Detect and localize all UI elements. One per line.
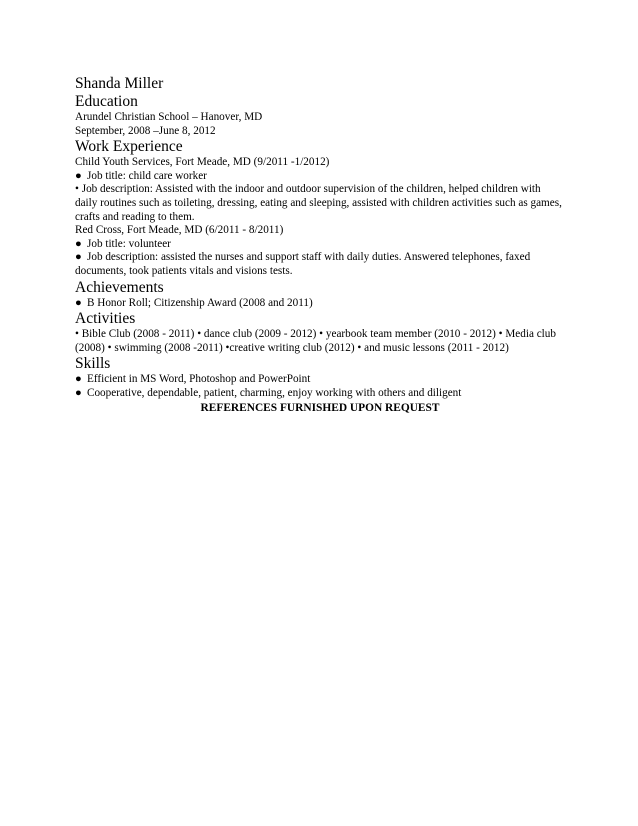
achievement-text: B Honor Roll; Citizenship Award (2008 and 2011) xyxy=(87,296,313,309)
job-description xyxy=(75,251,565,278)
work-heading: Work Experience xyxy=(75,138,183,156)
skill-item xyxy=(75,387,565,401)
job-employer: Red Cross, Fort Meade, MD (6/2011 - 8/2011) xyxy=(75,224,284,237)
activities-text: • Bible Club (2008 - 2011) • dance club (2009 - 2012) • yearbook team member (2010 - 2012) • Media club (2008) • swimming (2008 -2011) •creative writing club (2012) • and music lessons (2011 - 2012) xyxy=(75,328,556,354)
achievements-heading: Achievements xyxy=(75,278,164,296)
bullet-icon: ● xyxy=(75,373,82,386)
bullet-icon: ● xyxy=(75,296,82,309)
job-employer: Child Youth Services, Fort Meade, MD (9/2011 -1/2012) xyxy=(75,156,330,169)
bullet-icon: ● xyxy=(75,386,82,399)
job-description-text: Job description: assisted the nurses and support staff with daily duties. Answered telephones, faxed documents, took patients vitals and visions tests. xyxy=(75,251,531,277)
skill-text: Cooperative, dependable, patient, charming, enjoy working with others and diligent xyxy=(87,386,462,399)
applicant-name: Shanda Miller xyxy=(75,75,164,92)
job-title-text: Job title: volunteer xyxy=(87,237,171,250)
job-title xyxy=(75,170,565,184)
skill-item xyxy=(75,373,565,387)
bullet-icon: ● xyxy=(75,169,82,182)
job-title-text: Job title: child care worker xyxy=(87,169,207,182)
references-note: REFERENCES FURNISHED UPON REQUEST xyxy=(200,401,440,414)
skill-text: Efficient in MS Word, Photoshop and PowerPoint xyxy=(87,373,311,386)
activities-heading: Activities xyxy=(75,310,136,328)
job-description: • Job description: Assisted with the indoor and outdoor supervision of the children, helped children with daily routines such as toileting, dressing, eating and sleeping, assisted with children activities such as games, crafts and reading to them. xyxy=(75,183,562,223)
education-school: Arundel Christian School – Hanover, MD xyxy=(75,111,263,123)
skills-heading: Skills xyxy=(75,355,111,373)
education-dates: September, 2008 –June 8, 2012 xyxy=(75,124,216,137)
achievement-item xyxy=(75,297,565,311)
bullet-icon: ● xyxy=(75,251,82,264)
bullet-icon: ● xyxy=(75,237,82,250)
education-heading: Education xyxy=(75,93,138,110)
resume-page xyxy=(75,74,565,415)
job-title xyxy=(75,238,565,252)
